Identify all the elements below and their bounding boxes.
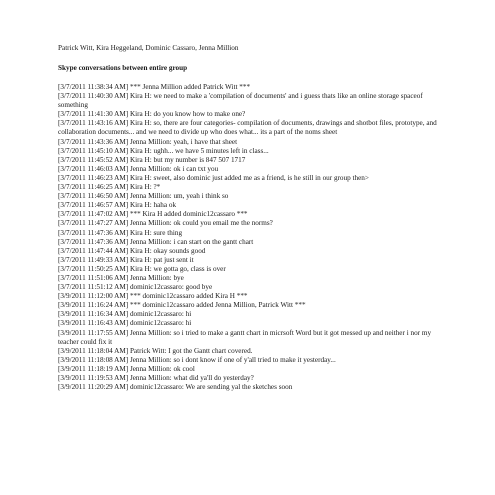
section-heading: Skype conversations between entire group (58, 64, 188, 72)
chat-line: [3/9/2011 11:17:55 AM] Jenna Million: so i tried to make a gantt chart in micrsoft Word but it got messed up and neither i nor my teacher could fix it (58, 328, 432, 346)
chat-line: [3/9/2011 11:16:34 AM] dominic12cassaro: hi (58, 310, 192, 319)
chat-log (58, 83, 440, 392)
chat-line: [3/9/2011 11:18:08 AM] Jenna Million: so i dont know if one of y'all tried to make it yesterday... (58, 355, 336, 364)
chat-line: [3/9/2011 11:19:53 AM] Jenna Million: what did ya'll do yesterday? (58, 374, 254, 382)
chat-line: [3/7/2011 11:47:27 AM] Jenna Million: ok could you email me the norms? (58, 219, 273, 228)
chat-line: [3/7/2011 11:41:30 AM] Kira H: do you know how to make one? (58, 110, 246, 119)
authors-line: Patrick Witt, Kira Heggeland, Dominic Cassaro, Jenna Million (58, 44, 239, 52)
chat-line: [3/7/2011 11:43:36 AM] Jenna Million: yeah, i have that sheet (58, 137, 238, 146)
chat-line: [3/7/2011 11:47:36 AM] Jenna Million: i can start on the gantt chart (58, 237, 254, 246)
chat-line: [3/9/2011 11:16:43 AM] dominic12cassaro: hi (58, 319, 192, 328)
chat-line: [3/7/2011 11:40:30 AM] Kira H: we need to make a 'compilation of documents' and i guess thats like an online storage spaceof something (58, 92, 423, 110)
chat-line: [3/7/2011 11:49:33 AM] Kira H: pat just sent it (58, 255, 194, 264)
chat-line: [3/9/2011 11:12:00 AM] *** dominic12cassaro added Kira H *** (58, 292, 248, 301)
chat-line: [3/9/2011 11:18:19 AM] Jenna Million: ok cool (58, 364, 195, 373)
document-page (58, 44, 440, 392)
chat-line: [3/7/2011 11:51:12 AM] dominic12cassaro: good bye (58, 283, 213, 292)
chat-line: [3/7/2011 11:46:25 AM] Kira H: ?* (58, 183, 161, 192)
chat-line: [3/7/2011 11:45:10 AM] Kira H: ughh... we have 5 minutes left in class... (58, 146, 269, 155)
chat-line: [3/9/2011 11:18:04 AM] Patrick Witt: I got the Gantt chart covered. (58, 346, 253, 355)
chat-line: [3/7/2011 11:38:34 AM] *** Jenna Million added Patrick Witt *** (58, 83, 251, 91)
chat-line: [3/7/2011 11:46:50 AM] Jenna Million: um, yeah i think so (58, 192, 229, 201)
chat-line: [3/7/2011 11:47:02 AM] *** Kira H added dominic12cassaro *** (58, 210, 248, 219)
chat-line: [3/7/2011 11:50:25 AM] Kira H: we gotta go, class is over (58, 264, 226, 273)
chat-line: [3/7/2011 11:51:06 AM] Jenna Million: bye (58, 273, 184, 282)
chat-line: [3/7/2011 11:43:16 AM] Kira H: so, there are four categories- compilation of documents, drawings and shotbot files, prototype, and collaboration documents... and we need to divide up who does what... its a part of the noms sheet (58, 119, 437, 137)
chat-line: [3/7/2011 11:46:23 AM] Kira H: sweet, also dominic just added me as a friend, is he still in our group then> (58, 173, 369, 182)
chat-line: [3/7/2011 11:46:57 AM] Kira H: haha ok (58, 201, 177, 210)
chat-line: [3/9/2011 11:20:29 AM] dominic12cassaro: We are sending yal the sketches soon (58, 383, 293, 392)
chat-line: [3/7/2011 11:47:44 AM] Kira H: okay sounds good (58, 246, 206, 255)
chat-line: [3/7/2011 11:47:36 AM] Kira H: sure thing (58, 228, 183, 237)
chat-line: [3/7/2011 11:46:03 AM] Jenna Million: ok i can txt you (58, 164, 219, 173)
chat-line: [3/7/2011 11:45:52 AM] Kira H: but my number is 847 507 1717 (58, 155, 246, 164)
chat-line: [3/9/2011 11:16:24 AM] *** dominic12cassaro added Jenna Million, Patrick Witt *** (58, 301, 306, 310)
